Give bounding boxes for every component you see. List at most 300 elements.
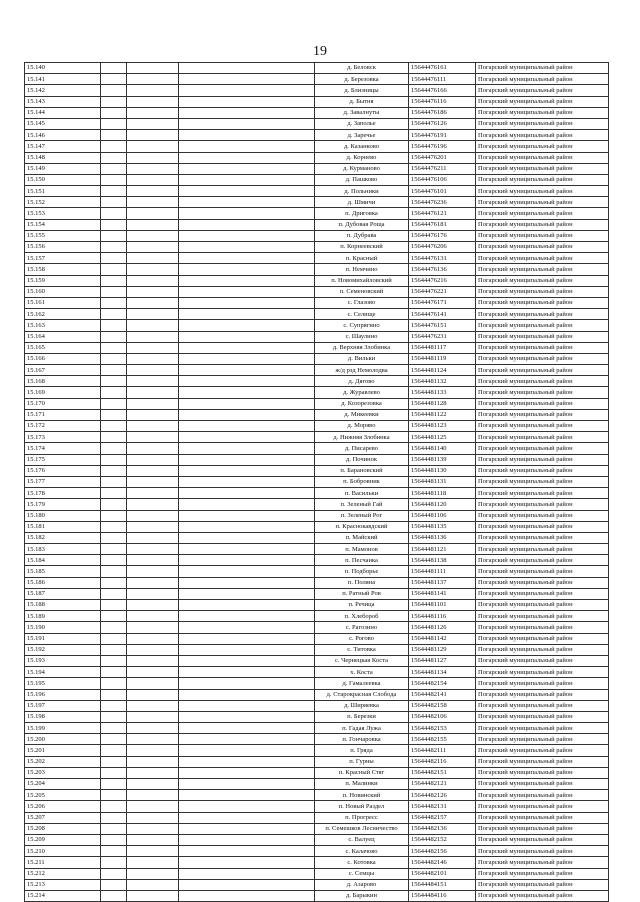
- settlement-name: д. Моряво: [315, 421, 409, 432]
- oktmo-code: 15644476211: [409, 163, 476, 174]
- settlement-name: с. Титовка: [315, 644, 409, 655]
- empty-cell: [127, 74, 179, 85]
- oktmo-code: 15644481131: [409, 476, 476, 487]
- empty-cell: [127, 297, 179, 308]
- district-name: Погарский муниципальный район: [476, 633, 609, 644]
- oktmo-code: 15644476221: [409, 286, 476, 297]
- empty-cell: [101, 331, 127, 342]
- table-row: [25, 74, 609, 85]
- district-name: Погарский муниципальный район: [476, 286, 609, 297]
- row-number: 15.188: [25, 600, 101, 611]
- empty-cell: [101, 309, 127, 320]
- district-name: Погарский муниципальный район: [476, 409, 609, 420]
- settlement-name: п. Зеленый Гай: [315, 499, 409, 510]
- empty-cell: [127, 421, 179, 432]
- empty-cell: [179, 890, 315, 901]
- empty-cell: [101, 454, 127, 465]
- empty-cell: [179, 745, 315, 756]
- settlement-name: п. Немчино: [315, 264, 409, 275]
- empty-cell: [101, 622, 127, 633]
- empty-cell: [101, 890, 127, 901]
- empty-cell: [179, 365, 315, 376]
- table-row: [25, 644, 609, 655]
- empty-cell: [127, 476, 179, 487]
- page-number: 19: [313, 44, 327, 59]
- row-number: 15.196: [25, 689, 101, 700]
- row-number: 15.156: [25, 242, 101, 253]
- empty-cell: [127, 107, 179, 118]
- empty-cell: [179, 823, 315, 834]
- table-row: [25, 141, 609, 152]
- empty-cell: [179, 488, 315, 499]
- row-number: 15.205: [25, 790, 101, 801]
- settlement-name: п. Гряда: [315, 745, 409, 756]
- empty-cell: [179, 857, 315, 868]
- empty-cell: [179, 376, 315, 387]
- empty-cell: [127, 600, 179, 611]
- empty-cell: [127, 197, 179, 208]
- district-name: Погарский муниципальный район: [476, 767, 609, 778]
- table-row: [25, 767, 609, 778]
- empty-cell: [127, 834, 179, 845]
- oktmo-code: 15644476136: [409, 264, 476, 275]
- empty-cell: [179, 242, 315, 253]
- empty-cell: [127, 756, 179, 767]
- empty-cell: [179, 443, 315, 454]
- district-name: Погарский муниципальный район: [476, 63, 609, 74]
- table-row: [25, 275, 609, 286]
- oktmo-code: 15644482156: [409, 846, 476, 857]
- table-row: [25, 544, 609, 555]
- empty-cell: [179, 118, 315, 129]
- settlement-name: п. Дубрава: [315, 230, 409, 241]
- empty-cell: [179, 879, 315, 890]
- empty-cell: [127, 376, 179, 387]
- empty-cell: [127, 242, 179, 253]
- empty-cell: [179, 868, 315, 879]
- row-number: 15.157: [25, 253, 101, 264]
- empty-cell: [179, 476, 315, 487]
- settlement-name: д. Шмичи: [315, 197, 409, 208]
- empty-cell: [127, 555, 179, 566]
- table-row: [25, 745, 609, 756]
- empty-cell: [101, 521, 127, 532]
- district-name: Погарский муниципальный район: [476, 186, 609, 197]
- oktmo-code: 15644482153: [409, 723, 476, 734]
- settlement-name: п. Гончаровка: [315, 734, 409, 745]
- oktmo-code: 15644476181: [409, 219, 476, 230]
- empty-cell: [101, 566, 127, 577]
- empty-cell: [127, 286, 179, 297]
- oktmo-code: 15644481141: [409, 588, 476, 599]
- row-number: 15.212: [25, 868, 101, 879]
- empty-cell: [127, 331, 179, 342]
- table-row: [25, 219, 609, 230]
- settlement-name: с. Шаулино: [315, 331, 409, 342]
- table-row: [25, 488, 609, 499]
- empty-cell: [127, 577, 179, 588]
- row-number: 15.203: [25, 767, 101, 778]
- table-row: [25, 353, 609, 364]
- oktmo-code: 15644482146: [409, 857, 476, 868]
- empty-cell: [127, 342, 179, 353]
- oktmo-code: 15644476121: [409, 208, 476, 219]
- settlement-name: с. Котовка: [315, 857, 409, 868]
- empty-cell: [101, 846, 127, 857]
- empty-cell: [127, 499, 179, 510]
- empty-cell: [179, 174, 315, 185]
- empty-cell: [127, 63, 179, 74]
- settlement-name: д. Ширяевка: [315, 700, 409, 711]
- empty-cell: [127, 253, 179, 264]
- empty-cell: [179, 152, 315, 163]
- district-name: Погарский муниципальный район: [476, 499, 609, 510]
- row-number: 15.164: [25, 331, 101, 342]
- empty-cell: [101, 700, 127, 711]
- table-row: [25, 879, 609, 890]
- settlement-name: д. Нижняя Злобинка: [315, 432, 409, 443]
- row-number: 15.179: [25, 499, 101, 510]
- empty-cell: [101, 376, 127, 387]
- table-row: [25, 700, 609, 711]
- table-body: [25, 63, 609, 902]
- table-row: [25, 667, 609, 678]
- row-number: 15.214: [25, 890, 101, 901]
- empty-cell: [179, 767, 315, 778]
- empty-cell: [101, 432, 127, 443]
- empty-cell: [179, 655, 315, 666]
- empty-cell: [101, 510, 127, 521]
- settlement-name: д. Старокрасная Слобода: [315, 689, 409, 700]
- settlement-name: п. Дубовая Роща: [315, 219, 409, 230]
- row-number: 15.143: [25, 96, 101, 107]
- empty-cell: [127, 398, 179, 409]
- district-name: Погарский муниципальный район: [476, 510, 609, 521]
- table-row: [25, 421, 609, 432]
- settlement-name: д. Польники: [315, 186, 409, 197]
- empty-cell: [101, 689, 127, 700]
- empty-cell: [101, 174, 127, 185]
- empty-cell: [127, 275, 179, 286]
- district-name: Погарский муниципальный район: [476, 532, 609, 543]
- empty-cell: [101, 342, 127, 353]
- table-row: [25, 566, 609, 577]
- table-row: [25, 555, 609, 566]
- row-number: 15.169: [25, 387, 101, 398]
- table-row: [25, 208, 609, 219]
- empty-cell: [127, 409, 179, 420]
- empty-cell: [127, 812, 179, 823]
- table-row: [25, 242, 609, 253]
- empty-cell: [101, 242, 127, 253]
- settlement-name: д. Вильки: [315, 353, 409, 364]
- empty-cell: [179, 230, 315, 241]
- oktmo-code: 15644482158: [409, 700, 476, 711]
- empty-cell: [179, 253, 315, 264]
- empty-cell: [101, 711, 127, 722]
- empty-cell: [101, 555, 127, 566]
- empty-cell: [101, 197, 127, 208]
- table-row: [25, 678, 609, 689]
- oktmo-code: 15644481132: [409, 376, 476, 387]
- empty-cell: [127, 767, 179, 778]
- empty-cell: [101, 409, 127, 420]
- empty-cell: [127, 365, 179, 376]
- oktmo-code: 15644476236: [409, 197, 476, 208]
- oktmo-code: 15644481128: [409, 398, 476, 409]
- district-name: Погарский муниципальный район: [476, 107, 609, 118]
- table-row: [25, 521, 609, 532]
- empty-cell: [179, 353, 315, 364]
- empty-cell: [127, 432, 179, 443]
- district-name: Погарский муниципальный район: [476, 465, 609, 476]
- empty-cell: [179, 812, 315, 823]
- settlement-name: с. Селище: [315, 309, 409, 320]
- district-name: Погарский муниципальный район: [476, 521, 609, 532]
- empty-cell: [179, 421, 315, 432]
- settlement-name: п. Гадая Лужа: [315, 723, 409, 734]
- row-number: 15.182: [25, 532, 101, 543]
- oktmo-code: 15644476141: [409, 309, 476, 320]
- oktmo-code: 15644481116: [409, 611, 476, 622]
- empty-cell: [127, 633, 179, 644]
- table-row: [25, 152, 609, 163]
- empty-cell: [179, 342, 315, 353]
- row-number: 15.186: [25, 577, 101, 588]
- table-row: [25, 734, 609, 745]
- row-number: 15.168: [25, 376, 101, 387]
- empty-cell: [127, 387, 179, 398]
- settlement-name: х. Коста: [315, 667, 409, 678]
- district-name: Погарский муниципальный район: [476, 622, 609, 633]
- table-row: [25, 790, 609, 801]
- settlement-name: д. Барыкин: [315, 890, 409, 901]
- district-name: Погарский муниципальный район: [476, 85, 609, 96]
- table-row: [25, 309, 609, 320]
- district-name: Погарский муниципальный район: [476, 655, 609, 666]
- settlement-name: п. Корнеевский: [315, 242, 409, 253]
- empty-cell: [101, 879, 127, 890]
- empty-cell: [179, 711, 315, 722]
- empty-cell: [179, 499, 315, 510]
- settlement-name: с. Чернецкая Коста: [315, 655, 409, 666]
- empty-cell: [101, 790, 127, 801]
- oktmo-code: 15644482136: [409, 823, 476, 834]
- district-name: Погарский муниципальный район: [476, 890, 609, 901]
- settlement-name: п. Гурны: [315, 756, 409, 767]
- empty-cell: [127, 779, 179, 790]
- oktmo-code: 15644484116: [409, 890, 476, 901]
- empty-cell: [101, 63, 127, 74]
- empty-cell: [179, 465, 315, 476]
- empty-cell: [101, 353, 127, 364]
- oktmo-code: 15644482154: [409, 678, 476, 689]
- empty-cell: [179, 297, 315, 308]
- settlement-name: п. Речица: [315, 600, 409, 611]
- district-name: Погарский муниципальный район: [476, 242, 609, 253]
- empty-cell: [127, 186, 179, 197]
- oktmo-code: 15644476101: [409, 186, 476, 197]
- row-number: 15.140: [25, 63, 101, 74]
- empty-cell: [179, 521, 315, 532]
- oktmo-code: 15644476126: [409, 118, 476, 129]
- table-row: [25, 499, 609, 510]
- oktmo-code: 15644481119: [409, 353, 476, 364]
- empty-cell: [127, 532, 179, 543]
- district-name: Погарский муниципальный район: [476, 398, 609, 409]
- empty-cell: [179, 96, 315, 107]
- row-number: 15.198: [25, 711, 101, 722]
- settlement-name: д. Корнево: [315, 152, 409, 163]
- empty-cell: [179, 678, 315, 689]
- empty-cell: [179, 566, 315, 577]
- empty-cell: [101, 767, 127, 778]
- oktmo-code: 15644476116: [409, 96, 476, 107]
- empty-cell: [127, 823, 179, 834]
- district-name: Погарский муниципальный район: [476, 566, 609, 577]
- settlement-name: д. Курманово: [315, 163, 409, 174]
- row-number: 15.197: [25, 700, 101, 711]
- empty-cell: [179, 219, 315, 230]
- district-name: Погарский муниципальный район: [476, 723, 609, 734]
- row-number: 15.193: [25, 655, 101, 666]
- oktmo-code: 15644476216: [409, 275, 476, 286]
- settlement-name: п. Ратный Ров: [315, 588, 409, 599]
- settlement-name: с. Семцы: [315, 868, 409, 879]
- settlement-name: п. Красный Стяг: [315, 767, 409, 778]
- row-number: 15.211: [25, 857, 101, 868]
- district-name: Погарский муниципальный район: [476, 320, 609, 331]
- oktmo-code: 15644476131: [409, 253, 476, 264]
- table-row: [25, 812, 609, 823]
- settlement-name: д. Починок: [315, 454, 409, 465]
- empty-cell: [179, 644, 315, 655]
- empty-cell: [127, 488, 179, 499]
- empty-cell: [127, 689, 179, 700]
- empty-cell: [101, 320, 127, 331]
- row-number: 15.185: [25, 566, 101, 577]
- empty-cell: [127, 443, 179, 454]
- district-name: Погарский муниципальный район: [476, 130, 609, 141]
- row-number: 15.207: [25, 812, 101, 823]
- oktmo-code: 15644481133: [409, 387, 476, 398]
- district-name: Погарский муниципальный район: [476, 174, 609, 185]
- empty-cell: [179, 197, 315, 208]
- row-number: 15.173: [25, 432, 101, 443]
- oktmo-code: 15644476106: [409, 174, 476, 185]
- settlement-name: д. Козорезовка: [315, 398, 409, 409]
- oktmo-code: 15644476186: [409, 107, 476, 118]
- district-name: Погарский муниципальный район: [476, 711, 609, 722]
- oktmo-code: 15644481139: [409, 454, 476, 465]
- district-name: Погарский муниципальный район: [476, 152, 609, 163]
- settlement-name: д. Гамалеевка: [315, 678, 409, 689]
- table-row: [25, 443, 609, 454]
- empty-cell: [179, 286, 315, 297]
- oktmo-code: 15644476166: [409, 85, 476, 96]
- empty-cell: [101, 476, 127, 487]
- district-name: Погарский муниципальный район: [476, 779, 609, 790]
- row-number: 15.151: [25, 186, 101, 197]
- settlement-name: п. Краснокавдский: [315, 521, 409, 532]
- empty-cell: [179, 63, 315, 74]
- district-name: Погарский муниципальный район: [476, 678, 609, 689]
- empty-cell: [179, 454, 315, 465]
- empty-cell: [179, 555, 315, 566]
- settlement-name: п. Майский: [315, 532, 409, 543]
- empty-cell: [127, 678, 179, 689]
- oktmo-code: 15644476161: [409, 63, 476, 74]
- oktmo-code: 15644482121: [409, 779, 476, 790]
- oktmo-code: 15644476231: [409, 331, 476, 342]
- empty-cell: [101, 644, 127, 655]
- empty-cell: [179, 510, 315, 521]
- empty-cell: [179, 141, 315, 152]
- table-row: [25, 823, 609, 834]
- empty-cell: [179, 667, 315, 678]
- oktmo-code: 15644482131: [409, 801, 476, 812]
- district-name: Погарский муниципальный район: [476, 331, 609, 342]
- row-number: 15.178: [25, 488, 101, 499]
- oktmo-code: 15644481121: [409, 544, 476, 555]
- empty-cell: [179, 309, 315, 320]
- empty-cell: [101, 499, 127, 510]
- settlement-name: д. Писарево: [315, 443, 409, 454]
- settlement-name: д. Завалнуты: [315, 107, 409, 118]
- empty-cell: [179, 846, 315, 857]
- empty-cell: [127, 745, 179, 756]
- empty-cell: [179, 163, 315, 174]
- district-name: Погарский муниципальный район: [476, 421, 609, 432]
- empty-cell: [127, 622, 179, 633]
- empty-cell: [101, 588, 127, 599]
- settlement-name: д. Верхняя Злобинка: [315, 342, 409, 353]
- district-name: Погарский муниципальный район: [476, 756, 609, 767]
- row-number: 15.172: [25, 421, 101, 432]
- empty-cell: [127, 264, 179, 275]
- empty-cell: [127, 454, 179, 465]
- table-row: [25, 633, 609, 644]
- empty-cell: [127, 790, 179, 801]
- row-number: 15.145: [25, 118, 101, 129]
- row-number: 15.152: [25, 197, 101, 208]
- empty-cell: [101, 734, 127, 745]
- empty-cell: [127, 611, 179, 622]
- oktmo-code: 15644481135: [409, 521, 476, 532]
- district-name: Погарский муниципальный район: [476, 365, 609, 376]
- row-number: 15.141: [25, 74, 101, 85]
- settlement-name: п. Березки: [315, 711, 409, 722]
- oktmo-code: 15644476201: [409, 152, 476, 163]
- empty-cell: [127, 230, 179, 241]
- settlement-name: п. Новомихайловский: [315, 275, 409, 286]
- empty-cell: [127, 655, 179, 666]
- table-row: [25, 890, 609, 901]
- settlement-name: п. Дриговка: [315, 208, 409, 219]
- empty-cell: [101, 275, 127, 286]
- district-name: Погарский муниципальный район: [476, 208, 609, 219]
- table-row: [25, 130, 609, 141]
- empty-cell: [179, 387, 315, 398]
- empty-cell: [101, 130, 127, 141]
- district-name: Погарский муниципальный район: [476, 454, 609, 465]
- settlement-name: с. Глазово: [315, 297, 409, 308]
- row-number: 15.192: [25, 644, 101, 655]
- oktmo-code: 15644482151: [409, 767, 476, 778]
- settlement-name: д. Близницы: [315, 85, 409, 96]
- district-name: Погарский муниципальный район: [476, 823, 609, 834]
- row-number: 15.174: [25, 443, 101, 454]
